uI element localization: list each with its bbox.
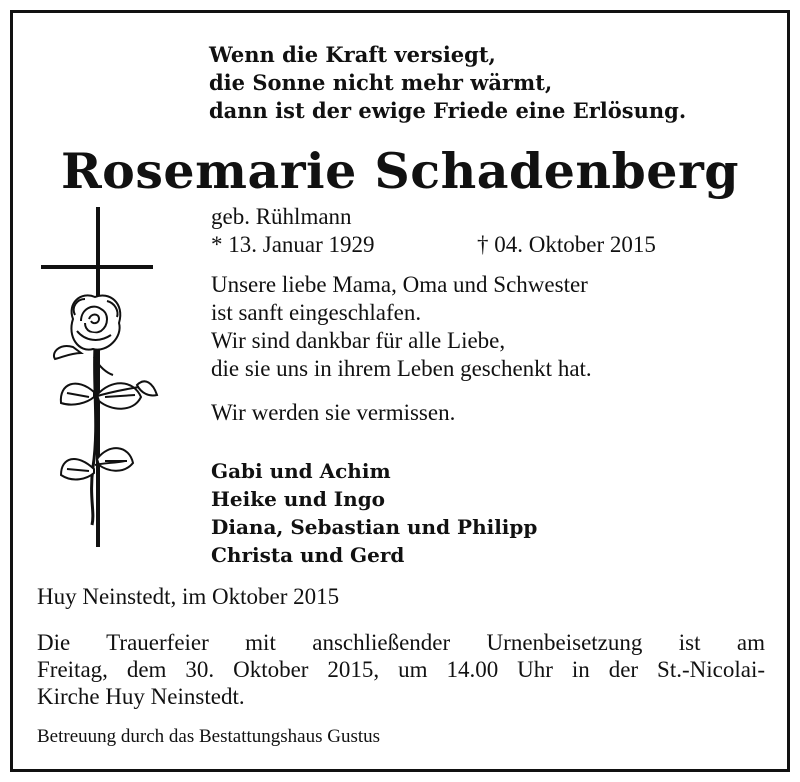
funeral-line: Die Trauerfeier mit anschließender Urnenbeisetzung ist am [37,630,765,655]
deceased-name: Rosemarie Schadenberg [60,142,740,200]
undertaker-note: Betreuung durch das Bestattungshaus Gustus [37,726,381,747]
mourner-entry: Christa und Gerd [211,543,405,567]
death-date: † 04. Oktober 2015 [477,232,656,257]
motto-line: Wenn die Kraft versiegt, [209,42,496,67]
cross-with-rose-icon [37,207,167,553]
mourner-entry: Heike und Ingo [211,487,386,511]
obituary-notice [10,10,790,772]
mourners-list [211,457,537,569]
farewell-line: Wir werden sie vermissen. [211,400,456,425]
family-message [211,271,592,383]
motto-line: die Sonne nicht mehr wärmt, [209,70,553,95]
funeral-line: Kirche Huy Neinstedt. [37,684,245,709]
place-and-date: Huy Neinstedt, im Oktober 2015 [37,584,340,609]
message-line: ist sanft eingeschlafen. [211,300,422,325]
birth-date: * 13. Januar 1929 [211,232,375,257]
mourner-entry: Gabi und Achim [211,459,391,483]
message-line: die sie uns in ihrem Leben geschenkt hat. [211,356,592,381]
birth-name: geb. Rühlmann [211,204,352,229]
message-line: Wir sind dankbar für alle Liebe, [211,328,506,353]
mourner-entry: Diana, Sebastian und Philipp [211,515,538,539]
funeral-line: Freitag, dem 30. Oktober 2015, um 14.00 Uhr in der St.-Nicolai- [37,657,765,682]
funeral-details [37,629,765,710]
life-dates [211,231,656,259]
message-line: Unsere liebe Mama, Oma und Schwester [211,272,588,297]
motto [209,41,686,125]
motto-line: dann ist der ewige Friede eine Erlösung. [209,98,687,123]
